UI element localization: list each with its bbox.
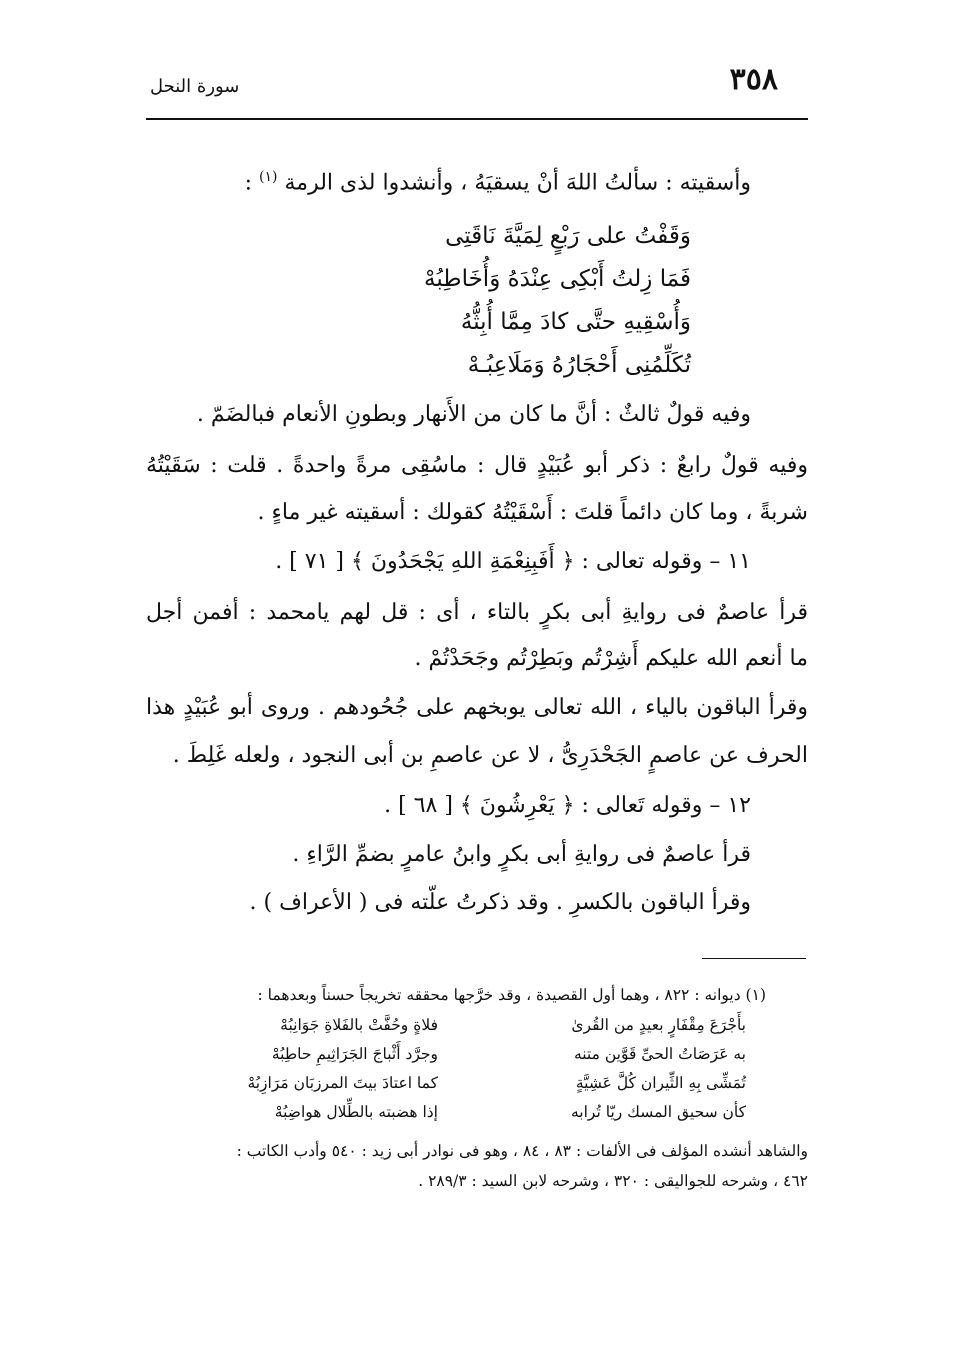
footnote-verse-hemistich-1: كأن سحيق المسك ريّا تُرابه	[571, 1103, 746, 1121]
poem-verse: فَمَا زِلتُ أَبْكِى عِنْدَهُ وَأُخَاطِبُهْ	[424, 266, 691, 292]
footnote-verse-hemistich-2: وجرَّد أَثْباجَ الجَرَاثِيمِ حاطِبُهْ	[271, 1045, 438, 1063]
header-rule	[146, 118, 808, 120]
footnote-verse-hemistich-2: كما اعتادَ بيتَ المرزبَان مَرَازِبُهْ	[247, 1074, 438, 1092]
body-line-intro	[245, 170, 751, 194]
body-text: وأسقيته : سألتُ اللهَ أنْ يسقيَهُ ، وأنشدوا لذى الرمة	[284, 170, 751, 196]
running-header-surah-title: سورة النحل	[150, 76, 240, 97]
paragraph-line: وفيه قولٌ ثالثٌ : أنَّ ما كان من الأَنهار وبطونِ الأنعام فبالضَمّ .	[196, 402, 751, 427]
page-number: ٣٥٨	[729, 62, 778, 97]
poem-verse: وَأُسْقِيهِ حتَّى كادَ مِمَّا أُبِثُّهُ	[460, 309, 691, 335]
paragraph-line: شربةً ، وما كان دائماً قلتَ : أَسْقَيْتُهُ كقولك : أسقيته غير ماءٍ .	[257, 500, 808, 525]
footnote-marker: (١)	[259, 169, 278, 185]
footnote-verse-hemistich-1: تُمَشِّى بِهِ الثِّيران كُلَّ عَشِيَّةٍ	[575, 1074, 746, 1092]
paragraph-line: وفيه قولٌ رابعٌ : ذكر أبو عُبَيْدٍ قال : ماسُقِى مرةً واحدةً . قلت : سَقَيْتُهُ	[146, 453, 808, 478]
paragraph-line: قرأ عاصمٌ فى روايةِ أبى بكرٍ بالتاء ، أى : قل لهم يامحمد : أفمن أجل	[146, 600, 808, 625]
footnote-verse-hemistich-1: به عَرَصَاتُ الحىِّ قَوَّين متنه	[573, 1045, 746, 1063]
footnote-source-line: ٤٦٢ ، وشرحه للجواليقى : ٣٢٠ ، وشرحه لابن السيد : ٢٨٩/٣ .	[418, 1172, 808, 1190]
paragraph-line: ما أنعم الله عليكم أَشِرْتُم وبَطِرْتُم وجَحَدْتُمْ .	[414, 646, 808, 671]
footnote-verse-hemistich-2: فلاةٍ وحُفَّتْ بالفَلاةِ جَوَانِبُهْ	[280, 1016, 438, 1034]
footnote-source-line: والشاهد أنشده المؤلف فى الألفات : ٨٣ ، ٨٤ ، وهو فى نوادر أبى زيد : ٥٤٠ وأدب الكاتب :	[236, 1142, 808, 1160]
footnote-verse-hemistich-1: بأَجْرَعَ مِقْفَارٍ بعيدٍ من القُرىٰ	[571, 1016, 746, 1034]
footnote-verse-hemistich-2: إذا هضبته بالطِّلال هواضِبُهْ	[274, 1103, 438, 1121]
paragraph-line: قرأ عاصمٌ فى روايةِ أبى بكرٍ وابنُ عامرٍ بضمِّ الرَّاءِ .	[292, 842, 751, 867]
paragraph-line: الحرف عن عاصمٍ الجَحْدَرِىُّ ، لا عن عاصمِ بن أبى النجود ، ولعله غَلِطَ .	[172, 743, 808, 768]
poem-verse: تُكَلِّمُنِى أَحْجَارُهُ وَمَلَاعِبُـهْ	[467, 352, 691, 378]
verse-heading-11: ١١ – وقوله تعالى : ﴿ أَفَبِنِعْمَةِ اللهِ يَجْحَدُونَ ﴾ [ ٧١ ] .	[275, 549, 751, 574]
verse-heading-12: ١٢ – وقوله تَعالى : ﴿ يَعْرِشُونَ ﴾ [ ٦٨ ] .	[384, 793, 751, 818]
footnote-intro: (١) ديوانه : ٨٢٢ ، وهما أول القصيدة ، وقد خرَّجها محققه تخريجاً حسناً وبعدهما :	[257, 986, 766, 1004]
footnote-rule	[702, 958, 806, 959]
paragraph-line: وقرأ الباقون بالياء ، الله تعالى يوبخهم على جُحُودهم . وروى أبو عُبَيْدٍ هذا	[146, 695, 808, 720]
body-text-colon: :	[244, 170, 253, 196]
poem-verse: وَقَفْتُ على رَبْعٍ لِمَيَّةَ نَاقَتِى	[445, 223, 691, 249]
paragraph-line: وقرأ الباقون بالكسرِ . وقد ذكرتُ علّته فى ( الأعراف ) .	[249, 890, 751, 915]
